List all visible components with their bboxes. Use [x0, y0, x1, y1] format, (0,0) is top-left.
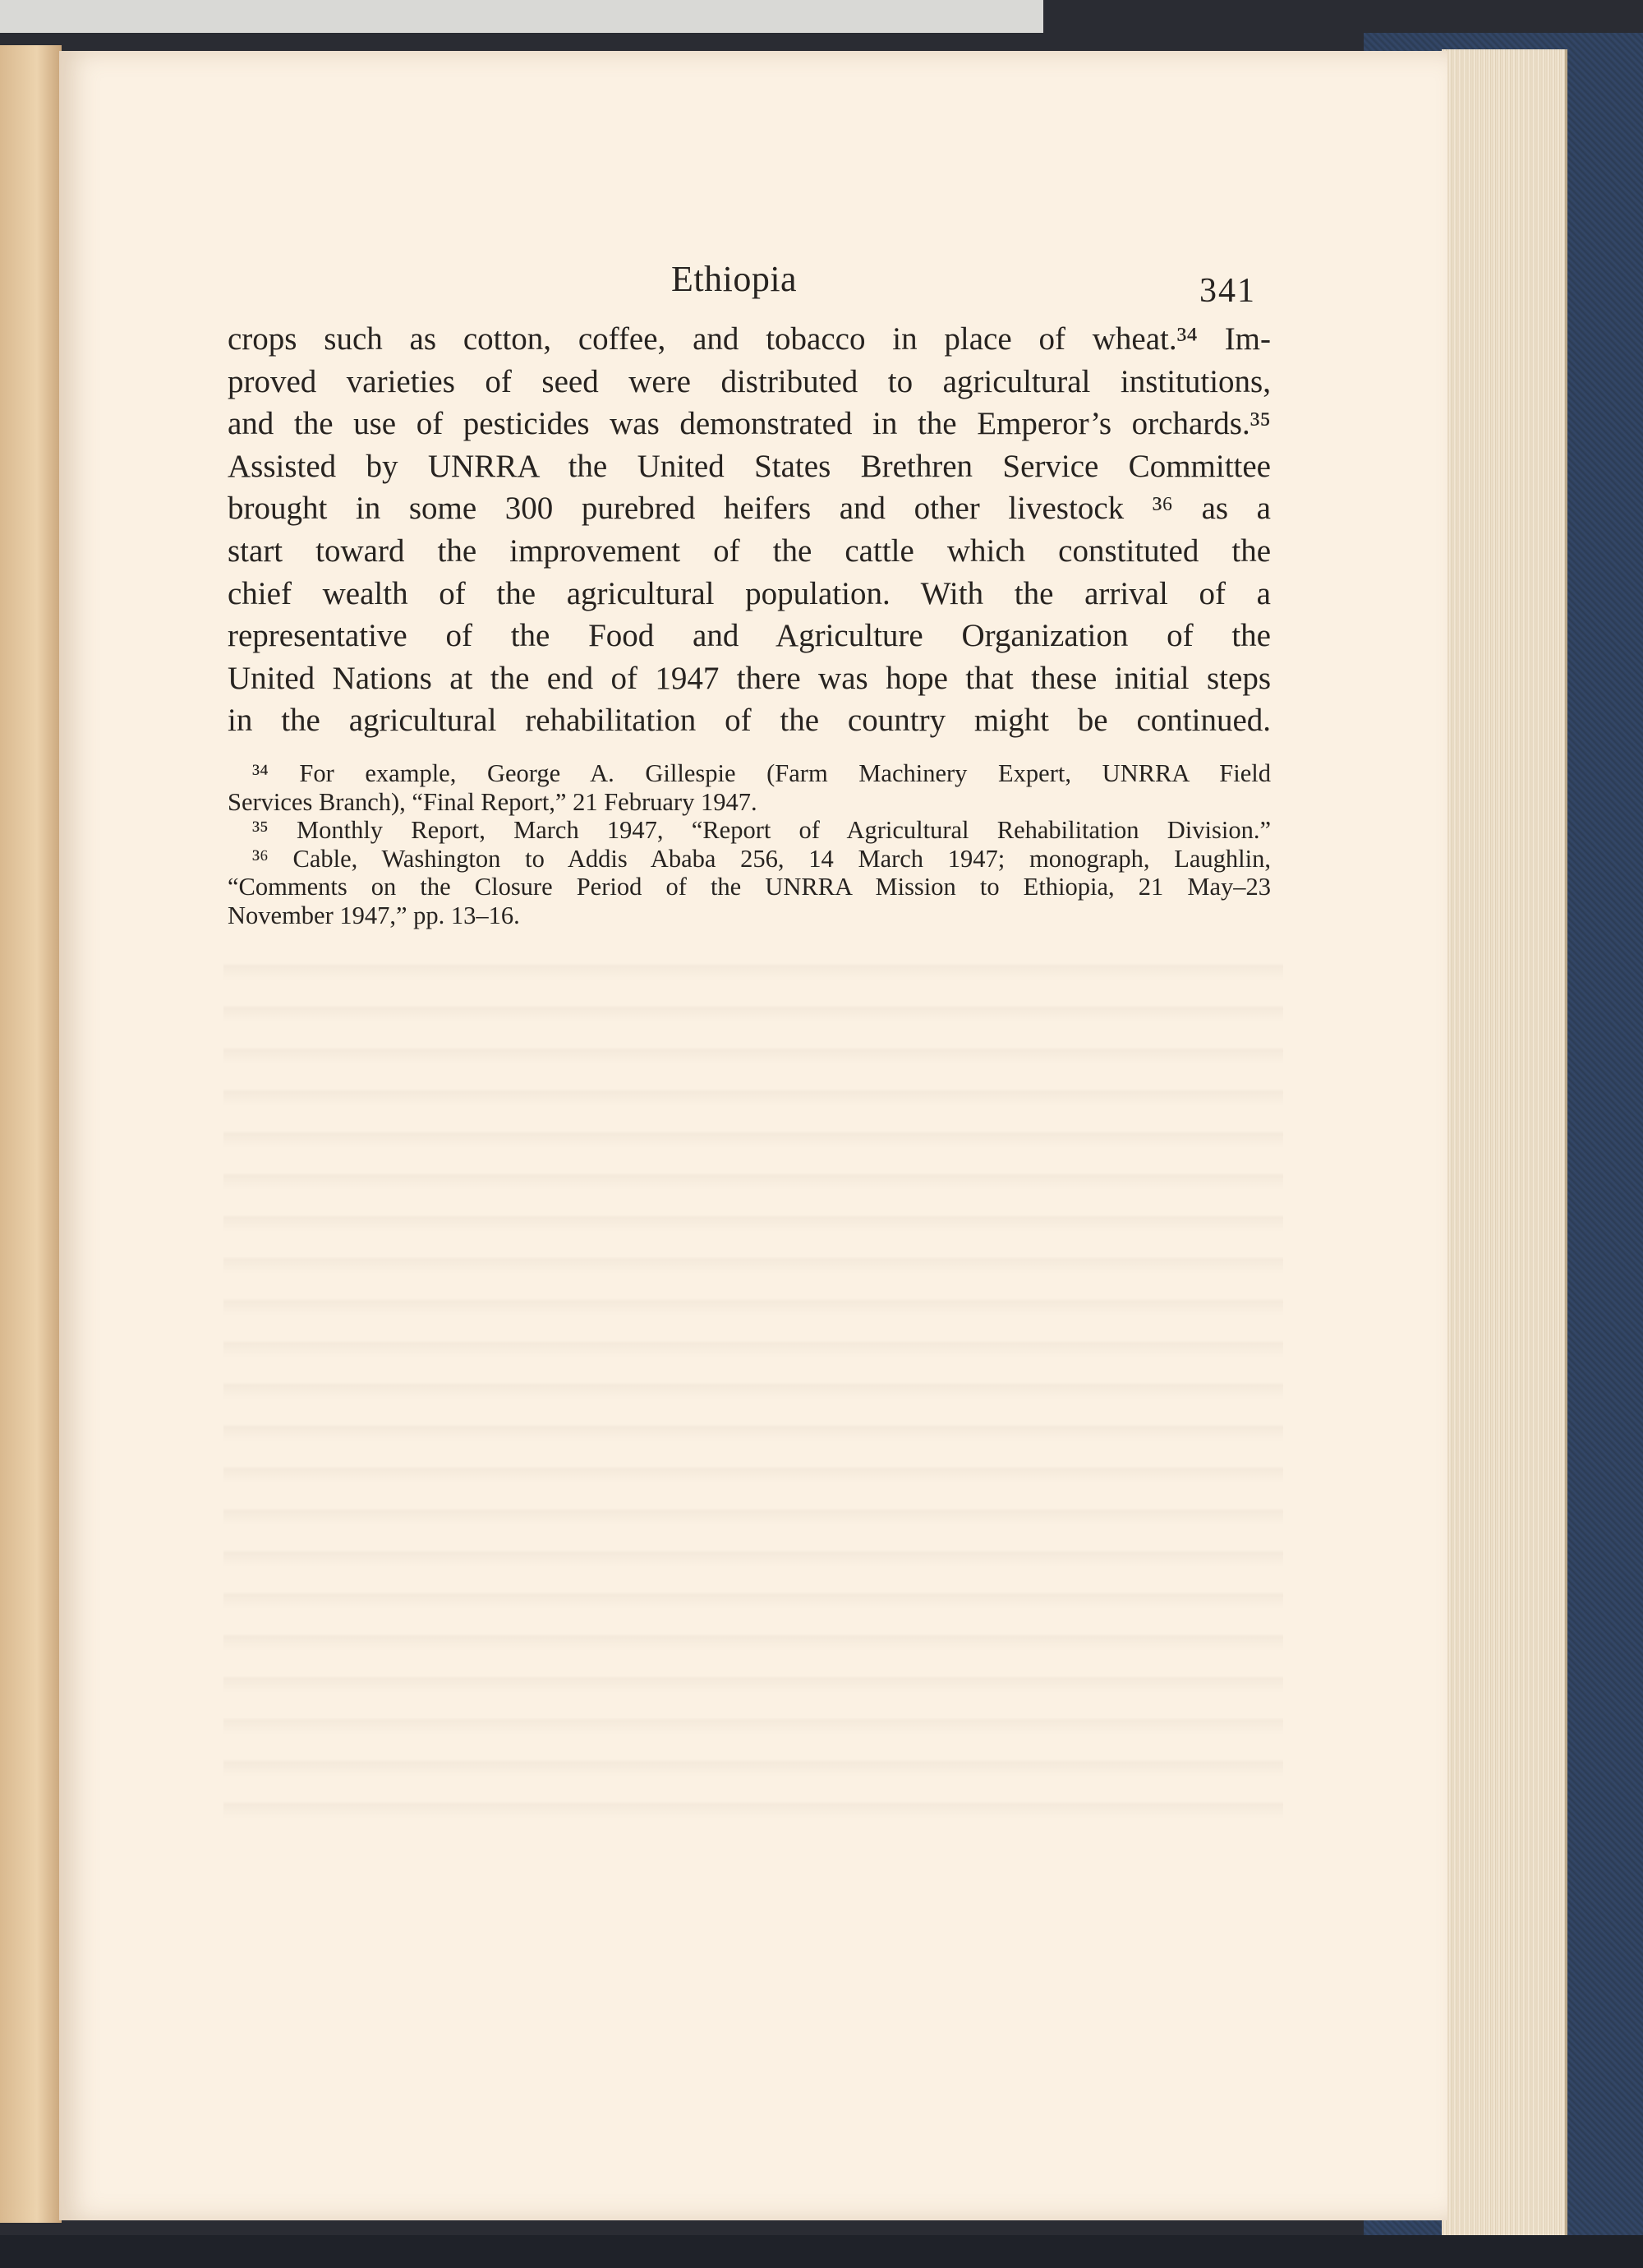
previous-page-edge	[0, 45, 62, 2223]
body-line: representative of the Food and Agriculture Organization of the	[228, 618, 1271, 654]
footnote-35-line: ³⁵ Monthly Report, March 1947, “Report of Agricultural Rehabilitation Division.”	[252, 816, 1271, 845]
scanner-background-strip	[0, 0, 1043, 33]
page-number: 341	[1199, 272, 1256, 310]
footnote-34-line: Services Branch), “Final Report,” 21 February 1947.	[228, 787, 757, 816]
body-line: Assisted by UNRRA the United States Brethren Service Committee	[228, 448, 1271, 484]
running-head: Ethiopia	[671, 259, 798, 299]
body-line: and the use of pesticides was demonstrated in the Emperor’s orchards.³⁵	[228, 406, 1271, 442]
footnote-34-line: ³⁴ For example, George A. Gillespie (Farm Machinery Expert, UNRRA Field	[252, 759, 1271, 787]
body-line: start toward the improvement of the cattle which constituted the	[228, 532, 1271, 569]
footnote-36-line: November 1947,” pp. 13–16.	[228, 901, 520, 929]
body-line: brought in some 300 purebred heifers and other livestock ³⁶ as a	[228, 491, 1271, 527]
body-line: proved varieties of seed were distributed to agricultural institutions,	[228, 363, 1271, 399]
body-line: crops such as cotton, coffee, and tobacco in place of wheat.³⁴ Im-	[228, 321, 1271, 357]
footnotes	[228, 759, 1271, 930]
footnote-36-line: ³⁶ Cable, Washington to Addis Ababa 256, 14 March 1947; monograph, Laughlin,	[252, 844, 1271, 873]
book-page	[59, 51, 1447, 2220]
footnote-36-line: “Comments on the Closure Period of the UNRRA Mission to Ethiopia, 21 May–23	[228, 873, 1271, 901]
body-line: in the agricultural rehabilitation of the country might be continued.	[228, 703, 1271, 739]
show-through-text	[223, 938, 1283, 1834]
body-paragraph	[228, 318, 1271, 742]
body-line: United Nations at the end of 1947 there was hope that these initial steps	[228, 660, 1271, 696]
body-line: chief wealth of the agricultural population. With the arrival of a	[228, 575, 1271, 611]
page-block-edges	[1442, 49, 1567, 2239]
scanner-bottom-edge	[0, 2235, 1643, 2268]
